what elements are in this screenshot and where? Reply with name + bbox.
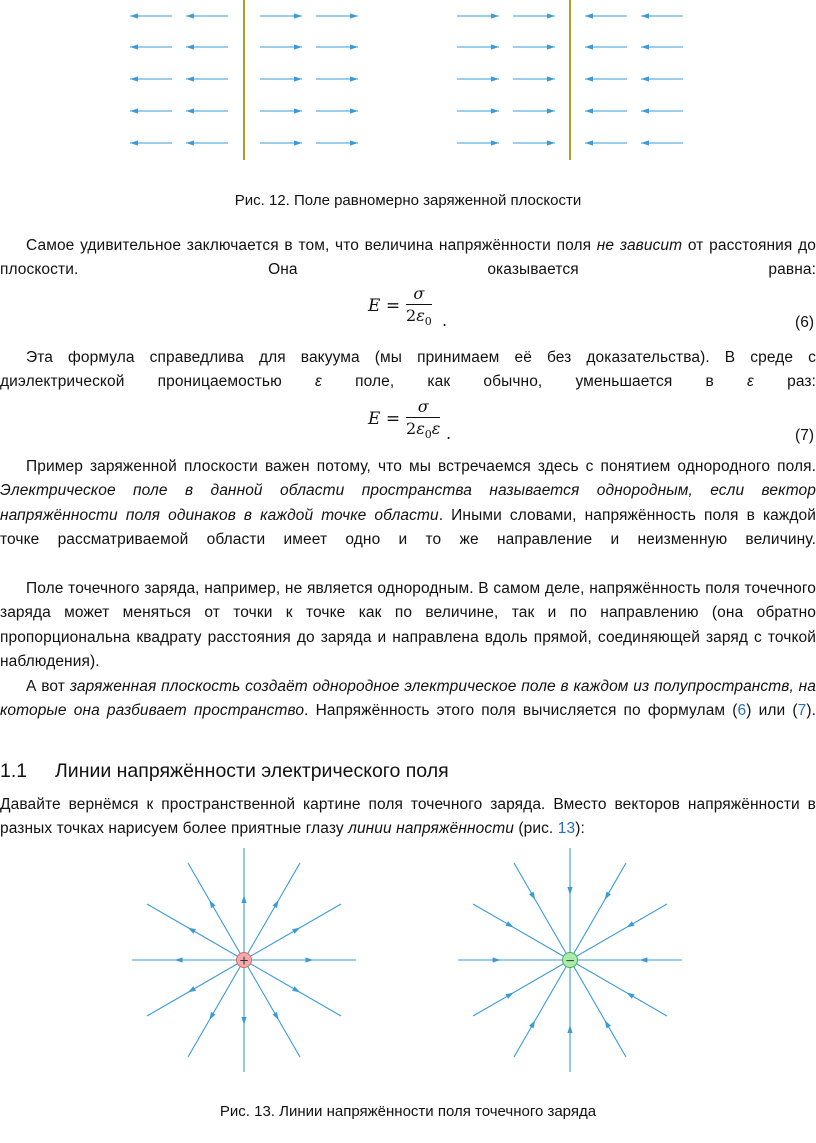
field-line <box>188 863 244 960</box>
text-run: поле, как обычно, уменьшается в <box>321 373 747 391</box>
vector-arrowhead <box>186 140 194 145</box>
vector-arrowhead <box>186 44 194 49</box>
text-run: . Иными словами, напряжённость поля в каждой точке рассматриваемой области имеет одно и то же направление и неизменную величину. <box>0 506 816 548</box>
field-line-arrowhead <box>605 1020 611 1028</box>
field-line-arrowhead <box>272 1012 278 1020</box>
vector-arrowhead <box>491 13 499 18</box>
vector-arrowhead <box>350 108 358 113</box>
text-run: линии напряжённости <box>348 820 514 838</box>
field-line-arrowhead <box>639 957 647 962</box>
vector-arrowhead <box>641 13 649 18</box>
field-line-arrowhead <box>175 957 183 962</box>
equation-7-denominator: $2\varepsilon_0\varepsilon$ <box>406 419 441 442</box>
vector-arrowhead <box>130 108 138 113</box>
vector-arrowhead <box>585 140 593 145</box>
vector-arrowhead <box>130 76 138 81</box>
field-line <box>244 960 341 1016</box>
field-line-arrowhead <box>305 957 313 962</box>
field-line <box>244 904 341 960</box>
text-run: раз: <box>753 373 816 391</box>
equation-6-fraction <box>406 284 432 328</box>
negative-charge-sign: − <box>564 953 576 968</box>
vector-arrowhead <box>585 76 593 81</box>
equation-6-numerator: σ <box>406 284 432 305</box>
cross-reference-link[interactable]: 13 <box>557 820 576 838</box>
section-heading <box>0 759 449 783</box>
text-run: Эта формула справедлива для вакуума (мы принимаем её без доказательства). В среде с диэлектрической проницаемостью <box>0 349 816 391</box>
paragraph-4 <box>0 577 816 674</box>
vector-arrowhead <box>294 108 302 113</box>
text-run: А вот <box>26 678 70 695</box>
equation-7-number: (7) <box>795 427 814 444</box>
paragraph-5 <box>0 675 816 724</box>
text-run: Поле точечного заряда, например, не является однородным. В самом деле, напряжённость поля точечного заряда может меняться от точки к точке как по величине, так и по направлению (она обратно пропорциональна квадрату расстояния до заряда и направлена вдоль прямой, соединяющей заряд с точкой наблюдения). <box>0 580 816 670</box>
vector-arrowhead <box>186 13 194 18</box>
vector-arrowhead <box>547 44 555 49</box>
text-run: ). <box>806 702 816 720</box>
section-number: 1.1 <box>0 760 28 782</box>
vector-arrowhead <box>294 76 302 81</box>
vector-arrowhead <box>491 44 499 49</box>
field-line <box>147 904 244 960</box>
vector-arrowhead <box>585 44 593 49</box>
field-line-arrowhead <box>529 1020 535 1028</box>
vector-arrowhead <box>186 76 194 81</box>
field-line-arrowhead <box>626 992 634 998</box>
vector-arrowhead <box>130 13 138 18</box>
text-run: ): <box>575 820 585 838</box>
vector-arrowhead <box>491 76 499 81</box>
vector-arrowhead <box>547 140 555 145</box>
field-line-arrowhead <box>626 921 634 927</box>
vector-arrowhead <box>294 140 302 145</box>
text-run: Пример заряженной плоскости важен потому, что мы встречаемся здесь с понятием однородного поля. <box>26 458 816 475</box>
field-line-arrowhead <box>188 928 196 934</box>
field-line-arrowhead <box>605 892 611 900</box>
figure-12-uniform-field <box>0 0 816 170</box>
vector-arrowhead <box>585 13 593 18</box>
vector-arrowhead <box>350 13 358 18</box>
field-line <box>244 863 300 960</box>
field-line-arrowhead <box>292 986 300 992</box>
vector-arrowhead <box>130 44 138 49</box>
field-line-arrowhead <box>241 1017 246 1025</box>
vector-arrowhead <box>547 76 555 81</box>
vector-arrowhead <box>186 108 194 113</box>
vector-arrowhead <box>350 76 358 81</box>
vector-arrowhead <box>585 108 593 113</box>
vector-arrowhead <box>491 140 499 145</box>
field-line-arrowhead <box>272 900 278 908</box>
positive-charge-sign: + <box>238 953 250 968</box>
field-line-arrowhead <box>529 892 535 900</box>
cross-reference-link[interactable]: 7 <box>797 702 807 720</box>
vector-arrowhead <box>641 140 649 145</box>
vector-arrowhead <box>350 44 358 49</box>
vector-arrowhead <box>641 76 649 81</box>
text-run: заряженная плоскость создаёт однородное электрическое поле в каждом из полупространств, на которые она разбивает пространство <box>0 678 816 720</box>
cross-reference-link[interactable]: 6 <box>737 702 747 720</box>
paragraph-3 <box>0 455 816 552</box>
text-run: . Напряжённость этого поля вычисляется по формулам ( <box>304 702 738 720</box>
field-line <box>244 960 300 1057</box>
equation-7-lhs: E = <box>368 409 401 429</box>
field-line <box>570 960 667 1016</box>
text-run: Самое удивительное заключается в том, что величина напряжённости поля <box>26 237 597 254</box>
field-line <box>570 863 626 960</box>
paragraph-1 <box>0 234 816 283</box>
vector-arrowhead <box>294 44 302 49</box>
paragraph-2 <box>0 346 816 395</box>
vector-arrowhead <box>350 140 358 145</box>
field-line-arrowhead <box>506 992 514 998</box>
field-line <box>570 904 667 960</box>
field-line-arrowhead <box>188 986 196 992</box>
paragraph-6 <box>0 793 816 842</box>
field-line-arrowhead <box>567 887 572 895</box>
vector-arrowhead <box>641 44 649 49</box>
text-run: не зависит <box>596 237 683 254</box>
text-run: ε <box>747 373 754 391</box>
equation-7: E = $\frac{\sigma}{2\varepsilon_0\varepsilon}$ . (7) <box>368 397 814 444</box>
vector-arrowhead <box>547 108 555 113</box>
field-line <box>514 960 570 1057</box>
equation-7-numerator: σ <box>406 397 440 418</box>
text-run: Электрическое поле в данной области пространства называется однородным, если вектор напряжённости поля одинаков в каждой точке области <box>0 482 816 524</box>
field-line <box>570 960 626 1057</box>
section-title: Линии напряжённости электрического поля <box>55 760 449 782</box>
text-run: ε <box>315 373 322 391</box>
vector-arrowhead <box>641 108 649 113</box>
text-run: (рис. <box>513 820 558 838</box>
equation-6-number: (6) <box>795 314 814 331</box>
vector-arrowhead <box>547 13 555 18</box>
text-run: ) или ( <box>746 702 798 720</box>
text-run: Давайте вернёмся к пространственной картине поля точечного заряда. Вместо векторов напряжённости в разных точках нарисуем более приятные глазу <box>0 796 816 838</box>
equation-6-denominator: $2\varepsilon_0$ <box>406 306 432 329</box>
field-line-arrowhead <box>567 1025 572 1033</box>
field-line <box>473 960 570 1016</box>
equation-6-lhs: E = <box>368 296 401 316</box>
field-line-arrowhead <box>241 895 246 903</box>
field-line <box>514 863 570 960</box>
text-run: от расстояния до плоскости. Она оказывается равна: <box>0 237 816 279</box>
field-line <box>147 960 244 1016</box>
figure-13-caption: Рис. 13. Линии напряжённости поля точечного заряда <box>219 1103 597 1120</box>
vector-arrowhead <box>294 13 302 18</box>
figure-13-point-charge-lines <box>0 838 816 1098</box>
field-line <box>188 960 244 1057</box>
equation-6: E = $\frac{\sigma}{2\varepsilon_0}$ . (6) <box>368 284 814 331</box>
field-line-arrowhead <box>209 1012 215 1020</box>
field-line-arrowhead <box>209 900 215 908</box>
field-line-arrowhead <box>506 921 514 927</box>
equation-7-fraction <box>406 397 440 441</box>
vector-arrowhead <box>130 140 138 145</box>
vector-arrowhead <box>491 108 499 113</box>
figure-12-caption: Рис. 12. Поле равномерно заряженной плоскости <box>234 192 582 209</box>
field-line-arrowhead <box>292 928 300 934</box>
field-line <box>473 904 570 960</box>
field-line-arrowhead <box>493 957 501 962</box>
